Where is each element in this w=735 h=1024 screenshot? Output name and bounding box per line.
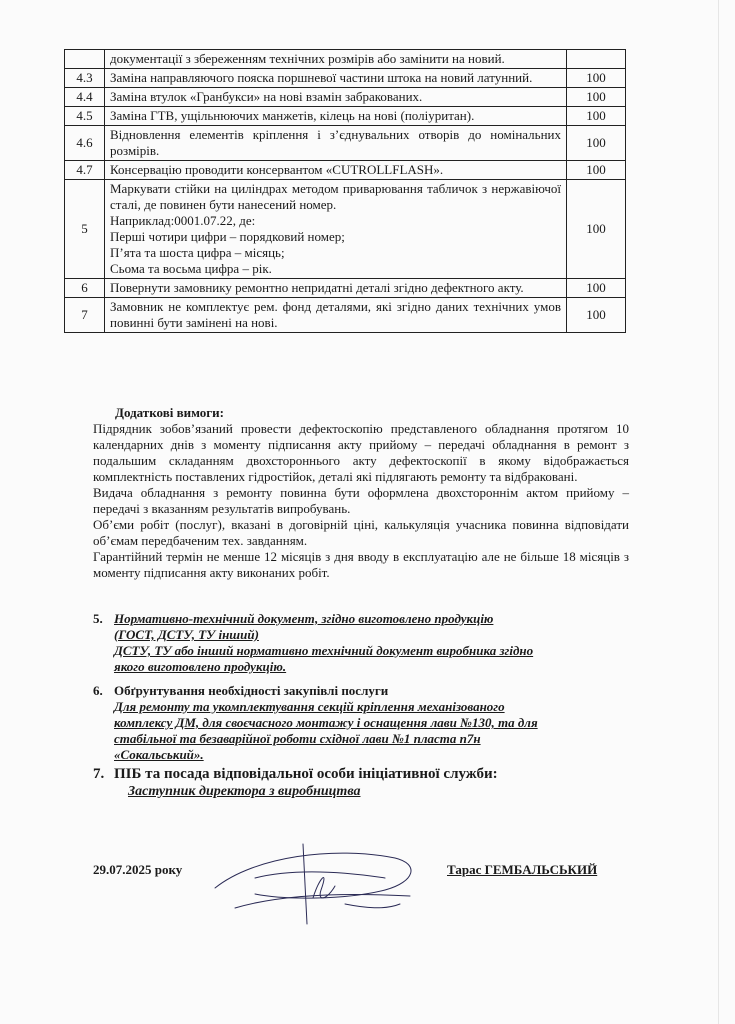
description-line: Наприклад:0001.07.22, де: [110, 213, 256, 228]
row-description [105, 69, 567, 88]
section-6-answer-line: «Сокальський». [114, 747, 204, 762]
row-description [105, 279, 567, 298]
repair-requirements-table [64, 49, 626, 333]
description-line: Маркувати стійки на циліндрах методом приварювання табличок з нержавіючої сталі, де повинен бути нанесений номер. [110, 181, 561, 212]
row-number: 5 [65, 180, 105, 279]
additional-paragraph-4: Гарантійний термін не менше 12 місяців з дня вводу в експлуатацію але не більше 18 місяців з моменту підписання акту виконаних робіт. [93, 549, 629, 580]
section-5-title [114, 611, 493, 627]
section-6-answer [114, 699, 638, 763]
row-value: 100 [567, 279, 626, 298]
row-number: 4.6 [65, 126, 105, 161]
document-date: 29.07.2025 року [93, 862, 183, 877]
row-value: 100 [567, 88, 626, 107]
row-description [105, 180, 567, 279]
table-row [65, 279, 626, 298]
section-6-heading [93, 683, 638, 699]
row-number: 6 [65, 279, 105, 298]
table-row [65, 50, 626, 69]
description-line: Замовник не комплектує рем. фонд деталями, які згідно даних технічних умов повинні бути замінені на нові. [110, 299, 561, 330]
description-line: Заміна направляючого пояска поршневої частини штока на новий латунний. [110, 70, 533, 85]
section-6-answer-line: стабільної та безаварійної роботи східної лави №1 пласта п7н [114, 731, 481, 746]
table-row [65, 161, 626, 180]
table-row [65, 69, 626, 88]
section-5-title-line: Нормативно-технічний документ, згідно виготовлено продукцію [114, 611, 494, 626]
section-5-answer-line: якого виготовлено продукцію. [114, 659, 287, 674]
section-7-title: ПІБ та посада відповідальної особи ініціативної служби: [114, 766, 498, 782]
description-line: П’ята та шоста цифра – місяць; [110, 245, 285, 260]
signer-name: Тарас ГЕМБАЛЬСЬКИЙ [447, 862, 598, 877]
section-5-body [114, 627, 638, 675]
table-row [65, 180, 626, 279]
section-6-number: 6. [93, 683, 103, 698]
section-7-heading [93, 765, 638, 783]
description-line: Повернути замовнику ремонтно непридатні деталі згідно дефектного акту. [110, 280, 524, 295]
row-value: 100 [567, 107, 626, 126]
additional-paragraph-2: Видача обладнання з ремонту повинна бути оформлена двохстороннім актом прийому – передачі з вказанням результатів випробувань. [93, 485, 629, 516]
row-value: 100 [567, 69, 626, 88]
section-5 [93, 611, 638, 675]
row-value [567, 50, 626, 69]
additional-paragraph-1: Підрядник зобов’язаний провести дефектоскопію представленого обладнання протягом 10 календарних днів з моменту підписання акту прийому – передачі обладнання в ремонт з подальшим складанням двохстороннього акту дефектоскопії в якому відображається комплектність поставлених гідростійок, деталі які підлягають ремонту та відбраковані. [93, 421, 629, 484]
row-description [105, 126, 567, 161]
table-row [65, 126, 626, 161]
section-7 [93, 765, 638, 801]
table-row [65, 298, 626, 333]
additional-title: Додаткові вимоги: [115, 405, 224, 420]
row-value: 100 [567, 180, 626, 279]
row-value: 100 [567, 126, 626, 161]
table-row [65, 88, 626, 107]
row-description [105, 161, 567, 180]
row-number: 7 [65, 298, 105, 333]
description-line: Перші чотири цифри – порядковий номер; [110, 229, 345, 244]
section-5-answer-line: ДСТУ, ТУ або інший нормативно технічний документ виробника згідно [114, 643, 534, 658]
row-description [105, 107, 567, 126]
section-5-number: 5. [93, 611, 103, 626]
section-6 [93, 683, 638, 763]
row-number: 4.4 [65, 88, 105, 107]
row-number: 4.5 [65, 107, 105, 126]
description-line: документації з збереженням технічних розмірів або замінити на новий. [110, 51, 505, 66]
row-description [105, 50, 567, 69]
section-6-title: Обґрунтування необхідності закупівлі послуги [114, 683, 389, 698]
row-description [105, 298, 567, 333]
row-number: 4.3 [65, 69, 105, 88]
description-line: Заміна ГТВ, ущільнюючих манжетів, кілець на нові (поліуритан). [110, 108, 475, 123]
section-7-answer: Заступник директора з виробництва [128, 784, 361, 799]
section-5-title-line: (ГОСТ, ДСТУ, ТУ інший) [114, 627, 259, 642]
description-line: Відновлення елементів кріплення і з’єднувальних отворів до номінальних розмірів. [110, 127, 561, 158]
additional-paragraph-3: Об’єми робіт (послуг), вказані в договірній ціні, калькуляція учасника повинна відповідати об’ємам передбаченим тех. завданням. [93, 517, 629, 548]
section-6-answer-line: комплексу ДМ, для своєчасного монтажу і оснащення лави №130, та для [114, 715, 538, 730]
additional-requirements [93, 405, 629, 581]
row-value: 100 [567, 298, 626, 333]
row-number: 4.7 [65, 161, 105, 180]
description-line: Консервацію проводити консервантом «CUTROLLFLASH». [110, 162, 444, 177]
section-5-heading [93, 611, 638, 627]
row-description [105, 88, 567, 107]
table-row [65, 107, 626, 126]
table-body [65, 50, 626, 333]
description-line: Заміна втулок «Гранбукси» на нові взамін забракованих. [110, 89, 423, 104]
handwritten-signature [195, 838, 435, 934]
section-6-answer-line: Для ремонту та укомплектування секцій кріплення механізованого [114, 699, 505, 714]
description-line: Сьома та восьма цифра – рік. [110, 261, 272, 276]
row-number [65, 50, 105, 69]
scan-fold-line [718, 0, 719, 1024]
section-7-number: 7. [93, 766, 105, 782]
row-value: 100 [567, 161, 626, 180]
